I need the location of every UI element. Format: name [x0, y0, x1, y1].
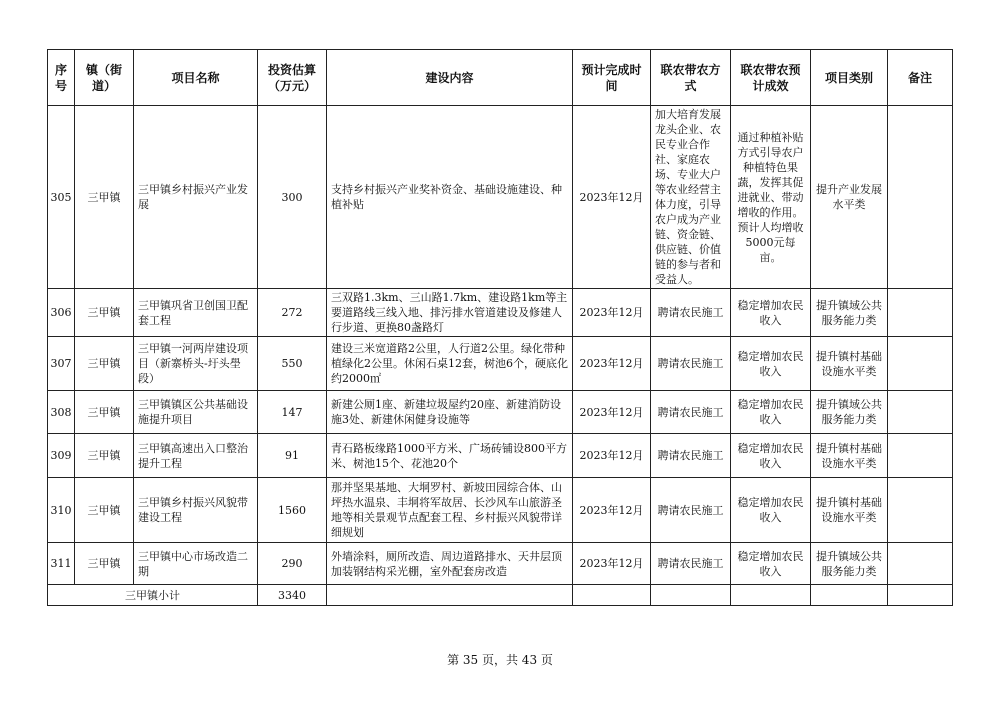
cell-investment: 550 [258, 337, 327, 391]
cell-remark [888, 337, 953, 391]
table-row [48, 391, 953, 434]
cell-town: 三甲镇 [75, 434, 134, 478]
cell-effect: 稳定增加农民收入 [731, 337, 811, 391]
cell-category: 提升镇域公共服务能力类 [811, 543, 888, 585]
project-table [47, 49, 953, 606]
header-effect: 联农带农预计成效 [731, 50, 811, 106]
cell-effect: 稳定增加农民收入 [731, 434, 811, 478]
cell-content: 建设三米宽道路2公里，人行道2公里。绿化带种植绿化2公里。休闲石桌12套，树池6个，硬底化约2000㎡ [327, 337, 573, 391]
cell-seq: 309 [48, 434, 75, 478]
cell-linkage: 聘请农民施工 [651, 391, 731, 434]
cell-project: 三甲镇高速出入口整治提升工程 [134, 434, 258, 478]
cell-remark [888, 289, 953, 337]
table-row [48, 434, 953, 478]
cell-effect: 稳定增加农民收入 [731, 289, 811, 337]
cell-linkage: 聘请农民施工 [651, 543, 731, 585]
page-footer: 第 35 页，共 43 页 [447, 653, 553, 667]
table-row [48, 106, 953, 289]
header-seq: 序号 [48, 50, 75, 106]
cell-seq: 307 [48, 337, 75, 391]
table-row [48, 337, 953, 391]
cell-category: 提升镇域公共服务能力类 [811, 391, 888, 434]
table-header-row [48, 50, 953, 106]
cell-linkage: 聘请农民施工 [651, 478, 731, 543]
cell-category: 提升镇村基础设施水平类 [811, 434, 888, 478]
cell-investment: 91 [258, 434, 327, 478]
cell-completion: 2023年12月 [573, 289, 651, 337]
cell-content: 那并坚果基地、大垌罗村、新坡田园综合体、山坪热水温泉、丰垌将军故居、长沙风车山旅游圣地等相关景观节点配套工程、乡村振兴风貌带详细规划 [327, 478, 573, 543]
cell-investment: 290 [258, 543, 327, 585]
cell-town: 三甲镇 [75, 289, 134, 337]
cell-remark [888, 391, 953, 434]
cell-category: 提升产业发展水平类 [811, 106, 888, 289]
cell-content: 新建公厕1座、新建垃圾屋约20座、新建消防设施3处、新建休闲健身设施等 [327, 391, 573, 434]
cell-investment: 1560 [258, 478, 327, 543]
subtotal-row [48, 585, 953, 606]
subtotal-empty-cell [888, 585, 953, 606]
cell-category: 提升镇域公共服务能力类 [811, 289, 888, 337]
header-investment: 投资估算（万元） [258, 50, 327, 106]
cell-completion: 2023年12月 [573, 478, 651, 543]
cell-town: 三甲镇 [75, 543, 134, 585]
cell-content: 三双路1.3km、三山路1.7km、建设路1km等主要道路线三线入地、排污排水管道建设及修建人行步道、更换80盏路灯 [327, 289, 573, 337]
cell-linkage: 聘请农民施工 [651, 289, 731, 337]
cell-investment: 147 [258, 391, 327, 434]
cell-project: 三甲镇巩省卫创国卫配套工程 [134, 289, 258, 337]
cell-linkage: 加大培育发展龙头企业、农民专业合作社、家庭农场、专业大户等农业经营主体力度，引导农户成为产业链、资金链、供应链、价值链的参与者和受益人。 [651, 106, 731, 289]
cell-seq: 306 [48, 289, 75, 337]
header-linkage: 联农带农方式 [651, 50, 731, 106]
cell-completion: 2023年12月 [573, 391, 651, 434]
cell-completion: 2023年12月 [573, 106, 651, 289]
cell-content: 青石路板缘路1000平方米、广场砖铺设800平方米、树池15个、花池20个 [327, 434, 573, 478]
subtotal-empty-cell [327, 585, 573, 606]
cell-linkage: 聘请农民施工 [651, 337, 731, 391]
header-town: 镇（街道） [75, 50, 134, 106]
cell-content: 外墙涂料，厕所改造、周边道路排水、天井层顶加装钢结构采光棚，室外配套房改造 [327, 543, 573, 585]
cell-category: 提升镇村基础设施水平类 [811, 337, 888, 391]
cell-project: 三甲镇镇区公共基础设施提升项目 [134, 391, 258, 434]
cell-project: 三甲镇中心市场改造二期 [134, 543, 258, 585]
cell-town: 三甲镇 [75, 478, 134, 543]
table-row [48, 543, 953, 585]
cell-effect: 稳定增加农民收入 [731, 391, 811, 434]
cell-project: 三甲镇乡村振兴产业发展 [134, 106, 258, 289]
cell-seq: 310 [48, 478, 75, 543]
table-row [48, 478, 953, 543]
subtotal-empty-cell [731, 585, 811, 606]
cell-effect: 通过种植补贴方式引导农户种植特色果蔬，发挥其促进就业、带动增收的作用。预计人均增收5000元每亩。 [731, 106, 811, 289]
header-content: 建设内容 [327, 50, 573, 106]
cell-remark [888, 106, 953, 289]
subtotal-empty-cell [573, 585, 651, 606]
cell-linkage: 聘请农民施工 [651, 434, 731, 478]
subtotal-empty-cell [811, 585, 888, 606]
cell-remark [888, 434, 953, 478]
header-project: 项目名称 [134, 50, 258, 106]
header-completion: 预计完成时间 [573, 50, 651, 106]
cell-town: 三甲镇 [75, 391, 134, 434]
cell-project: 三甲镇一河两岸建设项目（新寨桥头-圩头壆段） [134, 337, 258, 391]
subtotal-label: 三甲镇小计 [48, 585, 258, 606]
cell-project: 三甲镇乡村振兴风貌带建设工程 [134, 478, 258, 543]
cell-town: 三甲镇 [75, 337, 134, 391]
cell-seq: 305 [48, 106, 75, 289]
cell-completion: 2023年12月 [573, 543, 651, 585]
cell-remark [888, 478, 953, 543]
cell-content: 支持乡村振兴产业奖补资金、基础设施建设、种植补贴 [327, 106, 573, 289]
cell-town: 三甲镇 [75, 106, 134, 289]
cell-investment: 300 [258, 106, 327, 289]
header-remark: 备注 [888, 50, 953, 106]
cell-seq: 311 [48, 543, 75, 585]
cell-completion: 2023年12月 [573, 337, 651, 391]
subtotal-value: 3340 [258, 585, 327, 606]
cell-investment: 272 [258, 289, 327, 337]
cell-effect: 稳定增加农民收入 [731, 543, 811, 585]
table-row [48, 289, 953, 337]
cell-effect: 稳定增加农民收入 [731, 478, 811, 543]
cell-completion: 2023年12月 [573, 434, 651, 478]
cell-category: 提升镇村基础设施水平类 [811, 478, 888, 543]
cell-seq: 308 [48, 391, 75, 434]
cell-remark [888, 543, 953, 585]
header-category: 项目类别 [811, 50, 888, 106]
subtotal-empty-cell [651, 585, 731, 606]
